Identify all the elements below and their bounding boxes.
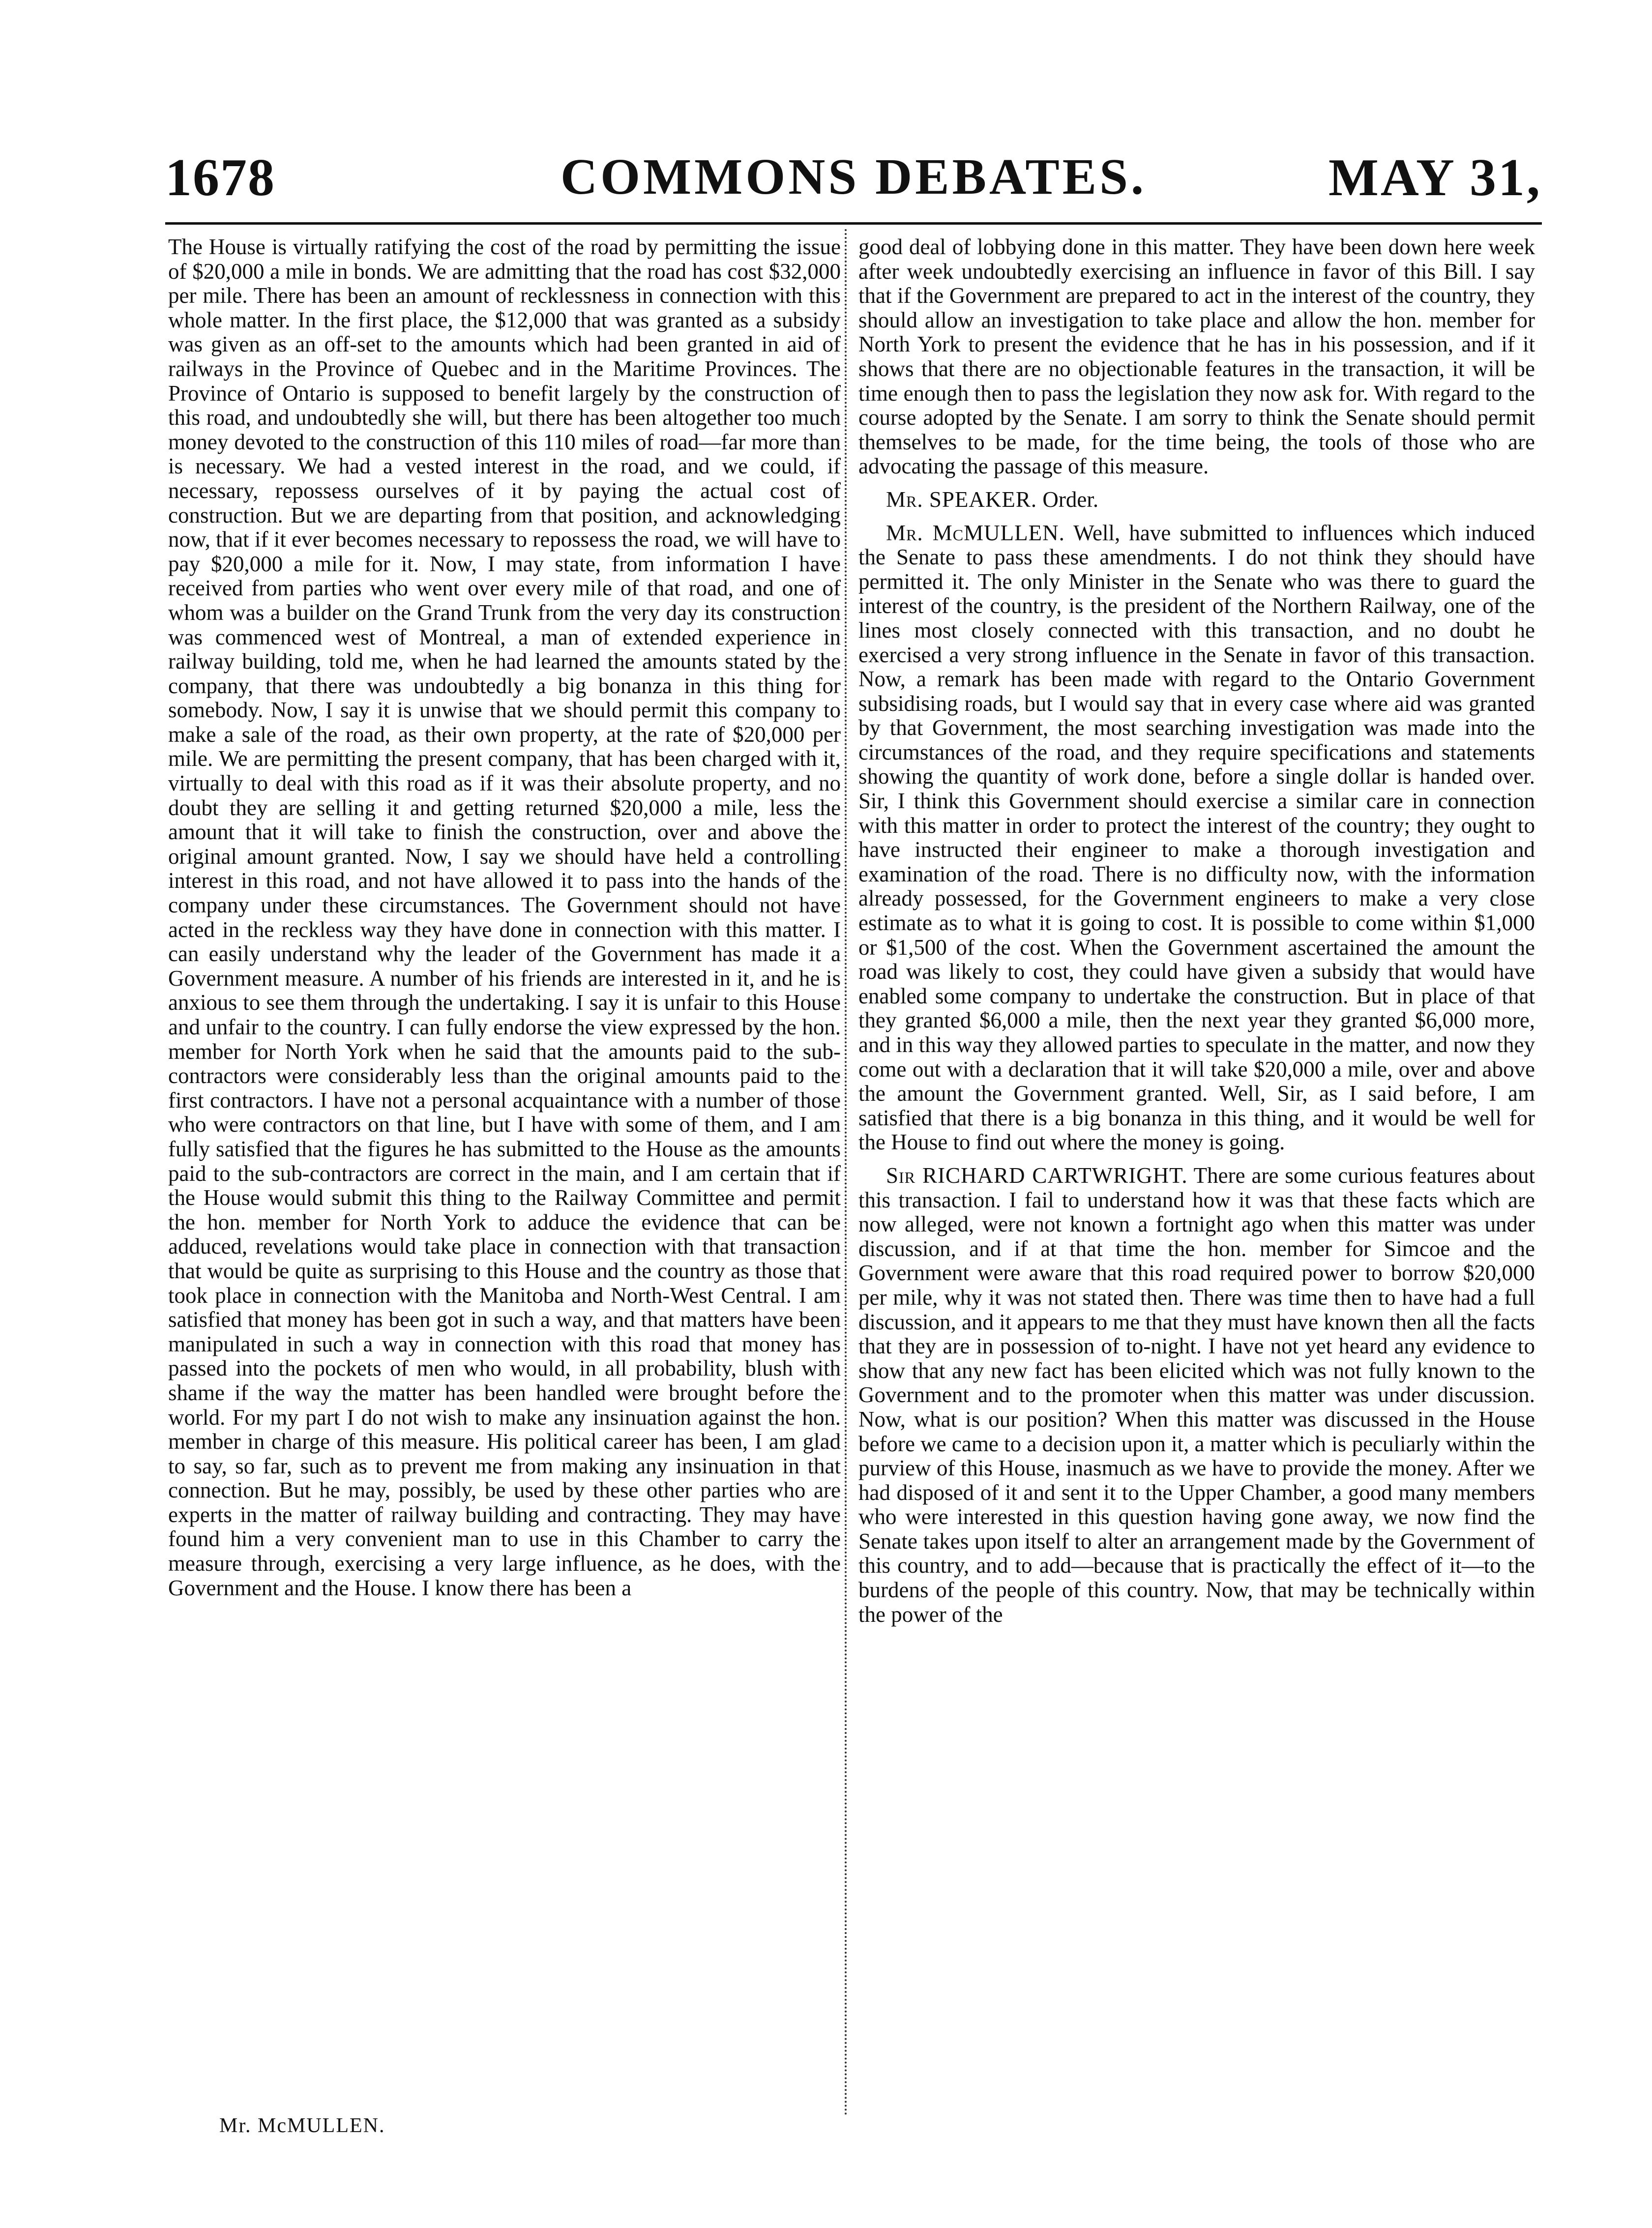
header-rule: [165, 222, 1542, 225]
left-paragraph-1: The House is virtually ratifying the cost of the road by permitting the issue of $20,000 a mile in bonds. We are admitting that the road has cost $32,000 per mile. There has been an amount of recklessness in connection with this whole matter. In the first place, the $12,000 that was granted as a subsidy was given as an off-set to the amounts which had been granted in aid of railways in the Province of Quebec and in the Maritime Provinces. The Province of Ontario is supposed to benefit largely by the construction of this road, and undoubtedly she will, but there has been altogether too much money devoted to the construction of this 110 miles of road—far more than is necessary. We had a vested interest in the road, and we could, if necessary, repossess ourselves of it by paying the actual cost of construction. But we are departing from that position, and acknowledging now, that if it ever becomes necessary to repossess the road, we will have to pay $20,000 a mile for it. Now, I may state, from information I have received from parties who went over every mile of that road, and one of whom was a builder on the Grand Trunk from the very day its construction was commenced west of Montreal, a man of extended experience in railway building, told me, when he had learned the amounts stated by the company, that there was undoubtedly a big bonanza in this thing for somebody. Now, I say it is unwise that we should permit this company to make a sale of the road, as their own property, at the rate of $20,000 per mile. We are permitting the present company, that has been charged with it, virtually to deal with this road as if it was their absolute property, and no doubt they are selling it and getting returned $20,000 a mile, less the amount that it will take to finish the construction, over and above the original amount granted. Now, I say we should have held a controlling interest in this road, and not have allowed it to pass into the hands of the company under these circumstances. The Government should not have acted in the reckless way they have done in connection with this matter. I can easily understand why the leader of the Government has made it a Government measure. A number of his friends are interested in it, and he is anxious to see them through the undertaking. I say it is unfair to this House and unfair to the country. I can fully endorse the view expressed by the hon. member for North York when he said that the amounts paid to the sub-contractors were considerably less than the original amounts paid to the first contractors. I have not a personal acquaintance with a number of those who were contractors on that line, but I have with some of them, and I am fully satisfied that the figures he has submitted to the House as the amounts paid to the sub-contractors are correct in the main, and I am certain that if the House would submit this thing to the Railway Committee and permit the hon. member for North York to adduce the evidence that can be adduced, revelations would take place in connection with that transaction that would be quite as surprising to this House and the country as those that took place in connection with the Manitoba and North-West Central. I am satisfied that money has been got in such a way, and that matters have been manipulated in such a way in connection with this road that money has passed into the pockets of men who would, in all probability, blush with shame if the way the matter has been handled were brought before the world. For my part I do not wish to make any insinuation against the hon. member in charge of this measure. His political career has been, I am glad to say, so far, such as to prevent me from making any insinuation in that connection. But he may, possibly, be used by these other parties who are experts in the matter of railway building and contracting. They may have found him a very convenient man to use in this Chamber to carry the measure through, exercising a very large influence, as he does, with the Government and the House. I know there has been a: [168, 235, 841, 1600]
right-column: [858, 235, 1535, 1627]
speech-speaker-order: [858, 488, 1535, 512]
column-divider: [845, 229, 847, 2117]
speech-text: Well, have submitted to influences which induced the Senate to pass these amendments. I do not think they should have permitted it. The only Minister in the Senate who was there to guard the interest of the country, is the president of the Northern Railway, one of the lines most closely connected with this transaction, and no doubt he exercised a very strong influence in the Senate in favor of this transaction. Now, a remark has been made with regard to the Ontario Government subsidising roads, but I would say that in every case where aid was granted by that Government, the most searching investigation was made into the circumstances of the road, and they require specifications and statements showing the quantity of work done, before a single dollar is handed over. Sir, I think this Government should exercise a similar care in connection with this matter in order to protect the interest of the country; they ought to have instructed their engineer to make a thorough investigation and examination of the road. There is no difficulty now, with the information already possessed, for the Government engineers to make a very close estimate as to what it is going to cost. It is possible to come within $1,000 or $1,500 of the cost. When the Government ascertained the amount the road was likely to cost, they could have given a subsidy that would have enabled some company to undertake the construction. But in place of that they granted $6,000 a mile, then the next year they granted $6,000 more, and in this way they allowed parties to speculate in the matter, and now they come out with a declaration that it will take $20,000 a mile, over and above the amount the Government granted. Well, Sir, as I said before, I am satisfied that there is a big bonanza in this thing, and it would be well for the House to find out where the money is going.: [858, 520, 1535, 1155]
speaker-name: Mr. SPEAKER.: [886, 487, 1037, 512]
speaker-name: Mr. McMULLEN.: [886, 520, 1065, 545]
running-footer: Mr. McMULLEN.: [219, 2114, 385, 2137]
page-number: 1678: [165, 148, 275, 207]
speech-text: Order.: [1037, 487, 1099, 512]
publication-title: COMMONS DEBATES.: [560, 148, 1147, 205]
speech-text: There are some curious features about this transaction. I fail to understand how it was that these facts which are now alleged, were not known a fortnight ago when this matter was under discussion, and if at that time the hon. member for Simcoe and the Government were aware that this road required power to borrow $20,000 per mile, why it was not stated then. There was time then to have had a full discussion, and it appears to me that they must have known then all the facts that they are in possession of to-night. I have not yet heard any evidence to show that any new fact has been elicited which was not fully known to the Government and to the promoter when this matter was under discussion. Now, what is our position? When this matter was discussed in the House before we came to a decision upon it, a matter which is peculiarly within the purview of this House, inasmuch as we have to provide the money. After we had disposed of it and sent it to the Upper Chamber, a good many members who were interested in this question having gone away, we now find the Senate takes upon itself to alter an arrangement made by the Government of this country, and to add—because that is practically the effect of it—to the burdens of the people of this country. Now, that may be technically within the power of the: [858, 1163, 1535, 1627]
left-column: [168, 235, 841, 1600]
right-paragraph-1: good deal of lobbying done in this matter. They have been down here week after week undoubtedly exercising an influence in favor of this Bill. I say that if the Government are prepared to act in the interest of the country, they should allow an investigation to take place and allow the hon. member for North York to present the evidence that he has in his possession, and if it shows that there are no objectionable features in the transaction, it will be time enough then to pass the legislation they now ask for. With regard to the course adopted by the Senate. I am sorry to think the Senate should permit themselves to be made, for the time being, the tools of those who are advocating the passage of this measure.: [858, 235, 1535, 479]
speech-cartwright: [858, 1164, 1535, 1627]
page-date: MAY 31,: [1328, 148, 1542, 207]
speech-mcmullen: [858, 521, 1535, 1155]
speaker-name: Sir RICHARD CARTWRIGHT.: [886, 1163, 1188, 1188]
page-header: [165, 147, 1542, 211]
